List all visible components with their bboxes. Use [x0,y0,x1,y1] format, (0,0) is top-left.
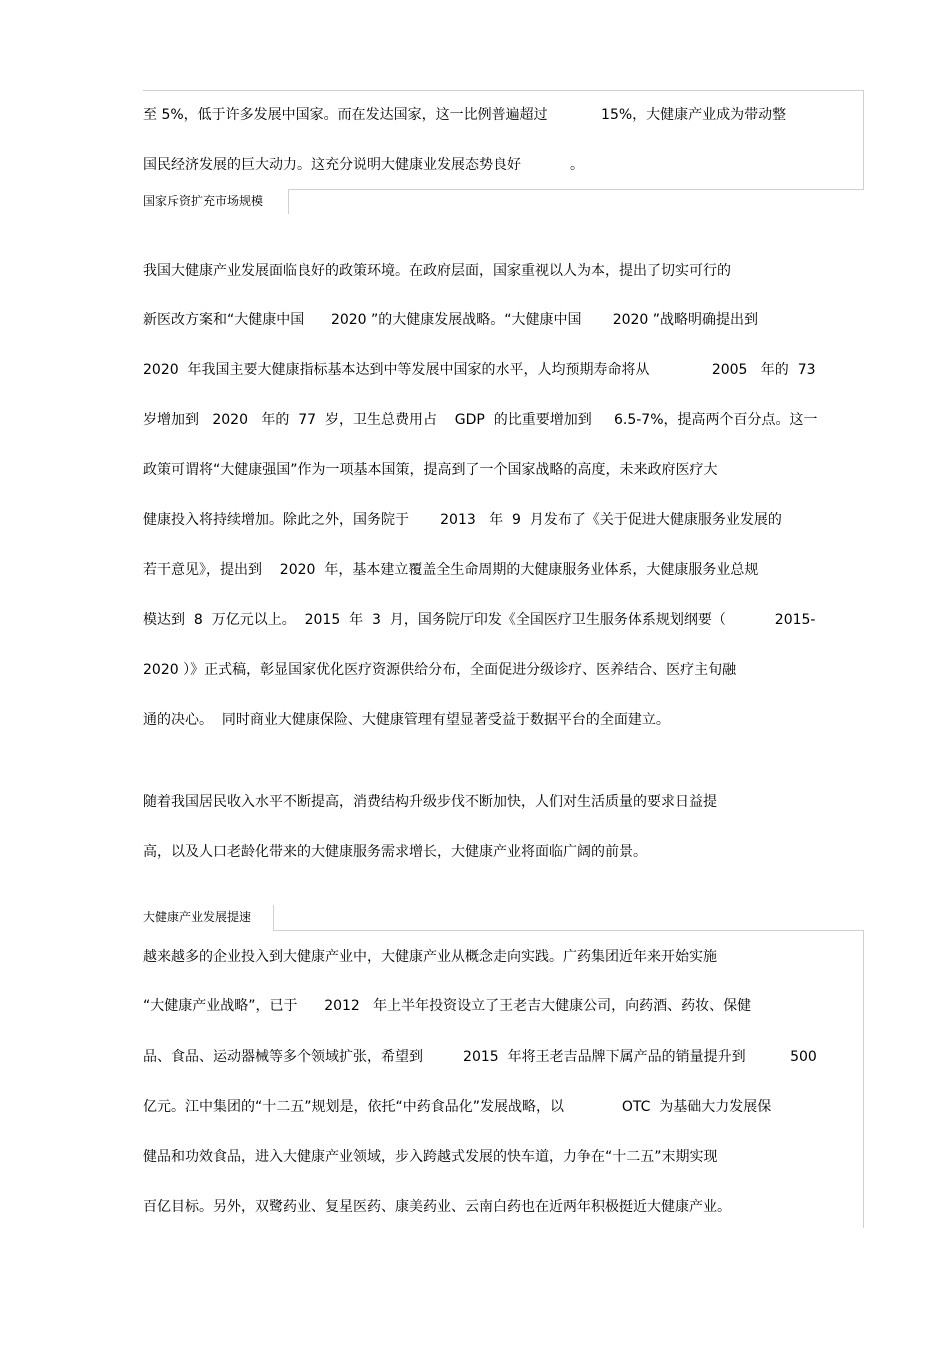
paragraph-line: 亿元。江中集团的“十二五”规划是，依托“中药食品化”发展战略，以 OTC 为基础大力发展保 [143,1099,772,1115]
heading-1-divider [288,189,289,214]
paragraph-line: 若干意见》，提出到 2020 年，基本建立覆盖全生命周期的大健康服务业体系，大健康服务业总规 [143,562,759,578]
paragraph-line: 至 5%，低于许多发展中国家。而在发达国家，这一比例普遍超过 15%，大健康产业成为带动整 [143,107,787,123]
paragraph-line: 国民经济发展的巨大动力。这充分说明大健康业发展态势良好 。 [143,157,584,173]
paragraph-line: 高，以及人口老龄化带来的大健康服务需求增长，大健康产业将面临广阔的前景。 [143,844,647,860]
paragraph-line: 健品和功效食品，进入大健康产业领域，步入跨越式发展的快车道，力争在“十二五”末期实现 [143,1149,718,1165]
paragraph-line: 2020 ）》正式稿，彰显国家优化医疗资源供给分布，全面促进分级诊疗、医养结合、医疗主旬融 [143,662,737,678]
paragraph-line: 越来越多的企业投入到大健康产业中，大健康产业从概念走向实践。广药集团近年来开始实施 [143,949,717,965]
paragraph-line: 百亿目标。另外，双鹭药业、复星医药、康美药业、云南白药也在近两年积极挺近大健康产业。 [143,1199,731,1215]
frame2-top-line [273,930,864,931]
paragraph-line: 我国大健康产业发展面临良好的政策环境。在政府层面，国家重视以人为本，提出了切实可行的 [143,263,731,279]
paragraph-line: 品、食品、运动器械等多个领域扩张，希望到 2015 年将王老吉品牌下属产品的销量提升到 500 [143,1049,817,1065]
paragraph-line: 通的决心。 同时商业大健康保险、大健康管理有望显著受益于数据平台的全面建立。 [143,712,670,728]
frame-bottom-line [288,189,864,190]
paragraph-line: 随着我国居民收入水平不断提高，消费结构升级步伐不断加快，人们对生活质量的要求日益提 [143,794,717,810]
frame2-right-line [863,930,864,1228]
frame-top-line [143,90,863,91]
paragraph-line: 新医改方案和“大健康中国 2020 ”的大健康发展战略。“大健康中国 2020 ”战略明确提出到 [143,312,759,328]
heading-2-divider [273,905,274,931]
paragraph-line: “大健康产业战略”，已于 2012 年上半年投资设立了王老吉大健康公司，向药酒、药妆、保健 [143,998,752,1014]
frame-right-line [863,90,864,190]
section-heading: 大健康产业发展提速 [143,910,252,924]
paragraph-line: 模达到 8 万亿元以上。 2015 年 3 月，国务院厅印发《全国医疗卫生服务体系规划纲要（ 2015- [143,612,816,628]
paragraph-line: 岁增加到 2020 年的 77 岁，卫生总费用占 GDP 的比重要增加到 6.5-7%，提高两个百分点。这一 [143,412,818,428]
section-heading: 国家斥资扩充市场规模 [143,194,264,208]
paragraph-line: 健康投入将持续增加。除此之外，国务院于 2013 年 9 月发布了《关于促进大健康服务业发展的 [143,512,782,528]
paragraph-line: 政策可谓将“大健康强国”作为一项基本国策，提高到了一个国家战略的高度，未来政府医疗大 [143,462,718,478]
paragraph-line: 2020 年我国主要大健康指标基本达到中等发展中国家的水平，人均预期寿命将从 2005 年的 73 [143,362,816,378]
